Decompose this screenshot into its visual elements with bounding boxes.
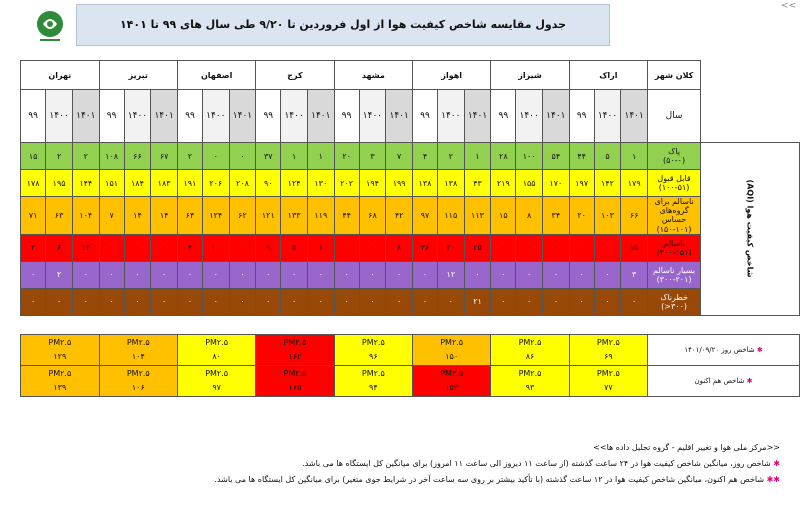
pollutant-label: PM۲.۵ (361, 368, 385, 378)
aqi-day-count: ۶۶ (621, 197, 648, 235)
aqi-day-count: ۰ (307, 288, 334, 315)
aqi-day-count: ۰ (151, 288, 178, 315)
daily-index-cell (21, 334, 100, 365)
pollutant-label: PM۲.۵ (205, 337, 229, 347)
aqi-day-count: ۱۹۴ (359, 170, 386, 197)
daily-index-value: ۱۲۹ (53, 351, 67, 361)
page-title: جدول مقایسه شاخص کیفیت هوا از اول فروردین تا ۹/۲۰ طی سال های ۹۹ تا ۱۴۰۱ (76, 4, 610, 46)
pollutant-label: PM۲.۵ (126, 337, 150, 347)
aqi-day-count: ۰ (151, 261, 178, 288)
aqi-day-count: ۱۰۰ (516, 143, 543, 170)
category-range: (۲۰۰-۱۵۱) (656, 247, 692, 257)
aqi-day-count: ۰ (437, 288, 464, 315)
aqi-day-count: ۰ (307, 261, 334, 288)
pollutant-label: PM۲.۵ (283, 337, 307, 347)
aqi-day-count: ۰ (569, 288, 594, 315)
aqi-day-count: ۲ (72, 143, 99, 170)
aqi-day-count: ۳۶ (413, 234, 438, 261)
aqi-day-count: ۷ (386, 143, 413, 170)
aqi-day-count: ۰ (491, 261, 516, 288)
year-label: ۱۴۰۱ (621, 90, 648, 143)
aqi-day-count: ۲۰ (437, 234, 464, 261)
pollutant-label: PM۲.۵ (596, 337, 620, 347)
aqi-day-count: ۲ (46, 143, 73, 170)
aqi-day-count: ۱۸۳ (151, 170, 178, 197)
organization-logo (30, 6, 70, 46)
aqi-day-count: ۱ (307, 234, 334, 261)
aqi-day-count: ۱۴۴ (72, 170, 99, 197)
aqi-day-count: ۲۸ (491, 143, 516, 170)
aqi-day-count: ۱۳۰ (307, 170, 334, 197)
corner-blank (701, 61, 800, 90)
city-name: اصفهان (177, 61, 255, 90)
pollutant-label: PM۲.۵ (48, 368, 72, 378)
aqi-day-count: ۱۰۴ (72, 197, 99, 235)
pollutant-label: PM۲.۵ (518, 368, 542, 378)
year-label: ۹۹ (256, 90, 281, 143)
aqi-day-count: ۴۳ (464, 170, 491, 197)
aqi-day-count: ۰ (202, 288, 229, 315)
current-index-value: ۱۶۵ (288, 382, 302, 392)
aqi-day-count: ۱۰۸ (99, 143, 124, 170)
aqi-day-count: ۲ (177, 143, 202, 170)
aqi-day-count: ۰ (151, 234, 178, 261)
year-label: ۱۴۰۱ (72, 90, 99, 143)
year-label: ۹۹ (99, 90, 124, 143)
daily-index-cell (99, 334, 177, 365)
aqi-day-count: ۱۳۳ (281, 197, 308, 235)
category-label (648, 288, 701, 315)
pollutant-label: PM۲.۵ (596, 368, 620, 378)
aqi-day-count: ۱۷۸ (21, 170, 46, 197)
star-icon: ✱ (773, 459, 780, 468)
aqi-day-count: ۰ (256, 261, 281, 288)
aqi-day-count: ۰ (21, 261, 46, 288)
aqi-day-count: ۶ (46, 234, 73, 261)
aqi-day-count: ۱۸۴ (124, 170, 151, 197)
city-header: کلان شهر (648, 61, 701, 90)
aqi-day-count: ۳۴ (543, 197, 570, 235)
aqi-day-count: ۰ (543, 288, 570, 315)
aqi-day-count: ۲۰۸ (229, 170, 256, 197)
aqi-day-count: ۲۰ (569, 197, 594, 235)
aqi-day-count: ۱۲۴ (202, 197, 229, 235)
aqi-day-count: ۰ (594, 234, 621, 261)
aqi-day-count: ۱۰ (202, 234, 229, 261)
current-index-note: ✱✱ شاخص هم اکنون، میانگین شاخص کیفیت هوا در ۱۲ ساعت گذشته (با تأکید بیشتر بر روی سه ساعت آخر در شرایط جوی متغیر) برای میانگین کل ایستگاه ها می باشد. (214, 475, 780, 484)
pollutant-label: PM۲.۵ (361, 337, 385, 347)
aqi-day-count: ۳ (359, 143, 386, 170)
daily-index-cell (491, 334, 569, 365)
aqi-day-count: ۳ (621, 261, 648, 288)
aqi-day-count: ۰ (124, 234, 151, 261)
aqi-day-count: ۱۴۲ (594, 170, 621, 197)
category-name: ناسالم برای گروه‌های حساس (654, 197, 694, 225)
aqi-day-count: ۴۴ (334, 197, 359, 235)
aqi-comparison-table (20, 60, 800, 397)
aqi-day-count: ۰ (202, 143, 229, 170)
aqi-day-count: ۶۳ (46, 197, 73, 235)
year-label: ۱۴۰۱ (386, 90, 413, 143)
year-label: ۱۴۰۰ (46, 90, 73, 143)
aqi-day-count: ۱۵ (21, 143, 46, 170)
aqi-day-count: ۵۴ (543, 143, 570, 170)
aqi-day-count: ۰ (359, 261, 386, 288)
aqi-day-count: ۲ (437, 143, 464, 170)
current-index-value: ۱۳۹ (53, 382, 67, 392)
aqi-day-count: ۱ (307, 143, 334, 170)
aqi-day-count: ۱۴ (151, 197, 178, 235)
year-label: ۹۹ (334, 90, 359, 143)
aqi-day-count: ۰ (99, 261, 124, 288)
aqi-day-count: ۰ (516, 261, 543, 288)
aqi-day-count: ۰ (464, 261, 491, 288)
corner-blank (701, 90, 800, 143)
aqi-day-count: ۰ (413, 261, 438, 288)
aqi-day-count: ۱۴ (124, 197, 151, 235)
current-index-cell (334, 365, 412, 396)
aqi-day-count: ۲۰۶ (202, 170, 229, 197)
year-label: ۱۴۰۰ (281, 90, 308, 143)
aqi-day-count: ۱۱۳ (464, 197, 491, 235)
aqi-day-count: ۴۴ (569, 143, 594, 170)
aqi-axis-text: شاخص کیفیت هوا (AQI) (745, 179, 755, 278)
aqi-day-count: ۰ (516, 288, 543, 315)
aqi-day-count: ۰ (229, 288, 256, 315)
aqi-day-count: ۰ (72, 288, 99, 315)
current-index-cell (256, 365, 334, 396)
daily-index-cell (177, 334, 255, 365)
aqi-day-count: ۱۲۴ (281, 170, 308, 197)
year-header: سال (648, 90, 701, 143)
pollutant-label: PM۲.۵ (48, 337, 72, 347)
aqi-day-count: ۰ (177, 288, 202, 315)
category-name: ناسالم (663, 238, 685, 248)
aqi-day-count: ۱۱۵ (437, 197, 464, 235)
current-index-cell (413, 365, 491, 396)
daily-index-value: ۱۵۰ (445, 351, 459, 361)
year-label: ۱۴۰۱ (464, 90, 491, 143)
aqi-day-count: ۰ (177, 261, 202, 288)
year-label: ۹۹ (491, 90, 516, 143)
aqi-day-count: ۰ (569, 261, 594, 288)
aqi-day-count: ۶۴ (177, 197, 202, 235)
aqi-day-count: ۱۳۸ (413, 170, 438, 197)
aqi-day-count: ۰ (334, 261, 359, 288)
pollutant-label: PM۲.۵ (126, 368, 150, 378)
aqi-day-count: ۰ (281, 288, 308, 315)
year-label: ۱۴۰۱ (151, 90, 178, 143)
aqi-day-count: ۴۲ (386, 197, 413, 235)
category-range: (۱۰۰-۵۱) (658, 183, 690, 192)
star-icon: ✱ (744, 376, 753, 385)
city-name: تبریز (99, 61, 177, 90)
aqi-day-count: ۱۲ (437, 261, 464, 288)
city-name: مشهد (334, 61, 412, 90)
year-label: ۹۹ (569, 90, 594, 143)
daily-index-label-text: شاخص روز ۱۴۰۱/۰۹/۲۰ (684, 345, 755, 354)
pollutant-label: PM۲.۵ (440, 368, 464, 378)
aqi-day-count: ۱ (281, 143, 308, 170)
aqi-day-count: ۰ (491, 288, 516, 315)
current-index-cell (99, 365, 177, 396)
daily-index-value: ۸۶ (525, 351, 535, 361)
category-label (648, 170, 701, 197)
daily-index-label (648, 334, 800, 365)
year-label: ۱۴۰۰ (516, 90, 543, 143)
pollutant-label: PM۲.۵ (205, 368, 229, 378)
aqi-day-count: ۰ (124, 261, 151, 288)
aqi-day-count: ۱۵ (491, 197, 516, 235)
aqi-day-count: ۰ (543, 234, 570, 261)
star-icon: ✱✱ (766, 475, 780, 484)
category-label (648, 261, 701, 288)
current-index-value: ۷۷ (604, 382, 613, 392)
daily-index-value: ۱۶۲ (288, 351, 302, 361)
aqi-day-count: ۰ (202, 261, 229, 288)
category-name: پاک (668, 146, 680, 156)
aqi-day-count: ۷ (99, 197, 124, 235)
aqi-day-count: ۱ (621, 143, 648, 170)
aqi-day-count: ۰ (621, 288, 648, 315)
year-label: ۱۴۰۰ (124, 90, 151, 143)
current-index-value: ۹۴ (369, 382, 378, 392)
current-index-value: ۱۵۳ (445, 382, 459, 392)
aqi-day-count: ۲ (21, 234, 46, 261)
aqi-day-count: ۰ (229, 234, 256, 261)
aqi-day-count: ۰ (124, 288, 151, 315)
aqi-day-count: ۰ (334, 234, 359, 261)
aqi-day-count: ۲۰ (334, 143, 359, 170)
aqi-day-count: ۰ (594, 261, 621, 288)
aqi-day-count: ۰ (516, 234, 543, 261)
aqi-day-count: ۰ (229, 143, 256, 170)
aqi-day-count: ۰ (359, 234, 386, 261)
daily-index-value: ۶۹ (604, 351, 613, 361)
aqi-day-count: ۷۱ (21, 197, 46, 235)
daily-index-cell (256, 334, 334, 365)
aqi-day-count: ۱۳۸ (437, 170, 464, 197)
current-index-cell (569, 365, 647, 396)
aqi-day-count: ۱۹۹ (386, 170, 413, 197)
year-label: ۹۹ (177, 90, 202, 143)
aqi-day-count: ۵ (281, 234, 308, 261)
aqi-day-count: ۹۷ (413, 197, 438, 235)
aqi-day-count: ۱ (464, 143, 491, 170)
aqi-day-count: ۵ (594, 143, 621, 170)
aqi-day-count: ۰ (99, 288, 124, 315)
aqi-day-count: ۶۲ (229, 197, 256, 235)
daily-index-cell (334, 334, 412, 365)
aqi-day-count: ۱۵ (621, 234, 648, 261)
aqi-day-count: ۰ (359, 288, 386, 315)
pollutant-label: PM۲.۵ (440, 337, 464, 347)
daily-index-cell (413, 334, 491, 365)
city-name: اراک (569, 61, 647, 90)
current-index-label-text: شاخص هم اکنون (694, 376, 745, 385)
aqi-day-count: ۰ (594, 288, 621, 315)
category-name: بسیار ناسالم (652, 265, 696, 275)
aqi-day-count: ۱۵۱ (99, 170, 124, 197)
pollutant-label: PM۲.۵ (283, 368, 307, 378)
city-name: تهران (21, 61, 100, 90)
aqi-day-count: ۱۵۵ (516, 170, 543, 197)
aqi-day-count: ۰ (413, 288, 438, 315)
category-name: قابل قبول (657, 173, 691, 183)
category-range: (۳۰۰-۲۰۱) (656, 274, 692, 284)
daily-index-value: ۹۶ (369, 351, 378, 361)
aqi-day-count: ۰ (46, 288, 73, 315)
aqi-day-count: ۸ (386, 234, 413, 261)
current-index-value: ۹۳ (525, 382, 535, 392)
daily-index-cell (569, 334, 647, 365)
aqi-day-count: ۲۰۲ (334, 170, 359, 197)
year-label: ۹۹ (413, 90, 438, 143)
notes (20, 440, 780, 488)
category-range: (۱۵۰-۱۰۱) (656, 224, 692, 234)
aqi-day-count: ۱۲۱ (256, 197, 281, 235)
aqi-day-count: ۰ (569, 234, 594, 261)
aqi-day-count: ۰ (281, 261, 308, 288)
current-index-value: ۱۰۶ (131, 382, 145, 392)
aqi-day-count: ۱۲ (72, 234, 99, 261)
aqi-day-count: ۱۱۹ (307, 197, 334, 235)
aqi-day-count: ۰ (543, 261, 570, 288)
aqi-day-count: ۰ (491, 234, 516, 261)
year-label: ۹۹ (21, 90, 46, 143)
aqi-day-count: ۹۰ (256, 170, 281, 197)
aqi-day-count: ۰ (21, 288, 46, 315)
aqi-day-count: ۱۷۰ (543, 170, 570, 197)
daily-index-value: ۸۰ (212, 351, 221, 361)
current-index-cell (21, 365, 100, 396)
year-label: ۱۴۰۰ (359, 90, 386, 143)
aqi-day-count: ۱۹۷ (569, 170, 594, 197)
year-label: ۱۴۰۱ (307, 90, 334, 143)
aqi-day-count: ۱۹۱ (177, 170, 202, 197)
aqi-day-count: ۱۰۳ (594, 197, 621, 235)
category-label (648, 143, 701, 170)
daily-index-value: ۱۰۴ (131, 351, 145, 361)
aqi-day-count: ۹ (256, 234, 281, 261)
pollutant-label: PM۲.۵ (518, 337, 542, 347)
aqi-day-count: ۶۸ (359, 197, 386, 235)
aqi-day-count: ۱۷۹ (621, 170, 648, 197)
city-name: اهواز (413, 61, 491, 90)
source-note: <<مرکز ملی هوا و تغییر اقلیم - گروه تحلیل داده ها>> (593, 443, 780, 452)
category-label (648, 234, 701, 261)
city-name: کرج (256, 61, 334, 90)
aqi-day-count: ۸ (516, 197, 543, 235)
aqi-day-count: ۲ (46, 261, 73, 288)
current-index-value: ۹۷ (212, 382, 221, 392)
aqi-day-count: ۶۷ (151, 143, 178, 170)
aqi-day-count: ۲۱۹ (491, 170, 516, 197)
category-range: (۵۰-۰) (663, 156, 686, 165)
star-icon: ✱ (754, 345, 763, 354)
category-label (648, 197, 701, 235)
year-label: ۱۴۰۰ (202, 90, 229, 143)
aqi-day-count: ۱۹۵ (46, 170, 73, 197)
aqi-day-count: ۰ (229, 261, 256, 288)
current-index-cell (177, 365, 255, 396)
current-index-label (648, 365, 800, 396)
year-label: ۱۴۰۱ (543, 90, 570, 143)
category-name: خطرناک (660, 292, 688, 302)
aqi-day-count: ۶۶ (124, 143, 151, 170)
year-label: ۱۴۰۱ (229, 90, 256, 143)
aqi-day-count: ۳۷ (256, 143, 281, 170)
corner-mark: << (780, 1, 796, 11)
aqi-day-count: ۰ (72, 261, 99, 288)
city-name: شیراز (491, 61, 569, 90)
aqi-day-count: ۲۱ (464, 288, 491, 315)
year-label: ۱۴۰۰ (437, 90, 464, 143)
category-range: (۳۰۰<) (661, 301, 687, 311)
spacer-row (21, 315, 800, 334)
aqi-day-count: ۰ (386, 261, 413, 288)
aqi-day-count: ۴ (413, 143, 438, 170)
aqi-axis-label (701, 143, 800, 316)
aqi-day-count: ۰ (99, 234, 124, 261)
aqi-day-count: ۲۵ (464, 234, 491, 261)
aqi-day-count: ۰ (334, 288, 359, 315)
aqi-day-count: ۰ (256, 288, 281, 315)
daily-index-note: ✱ شاخص روز، میانگین شاخص کیفیت هوا در ۲۴ ساعت گذشته (از ساعت ۱۱ دیروز الی ساعت ۱۱ امروز) برای میانگین کل ایستگاه ها می باشد. (302, 459, 780, 468)
aqi-day-count: ۴ (177, 234, 202, 261)
year-label: ۱۴۰۰ (594, 90, 621, 143)
current-index-cell (491, 365, 569, 396)
aqi-day-count: ۰ (386, 288, 413, 315)
